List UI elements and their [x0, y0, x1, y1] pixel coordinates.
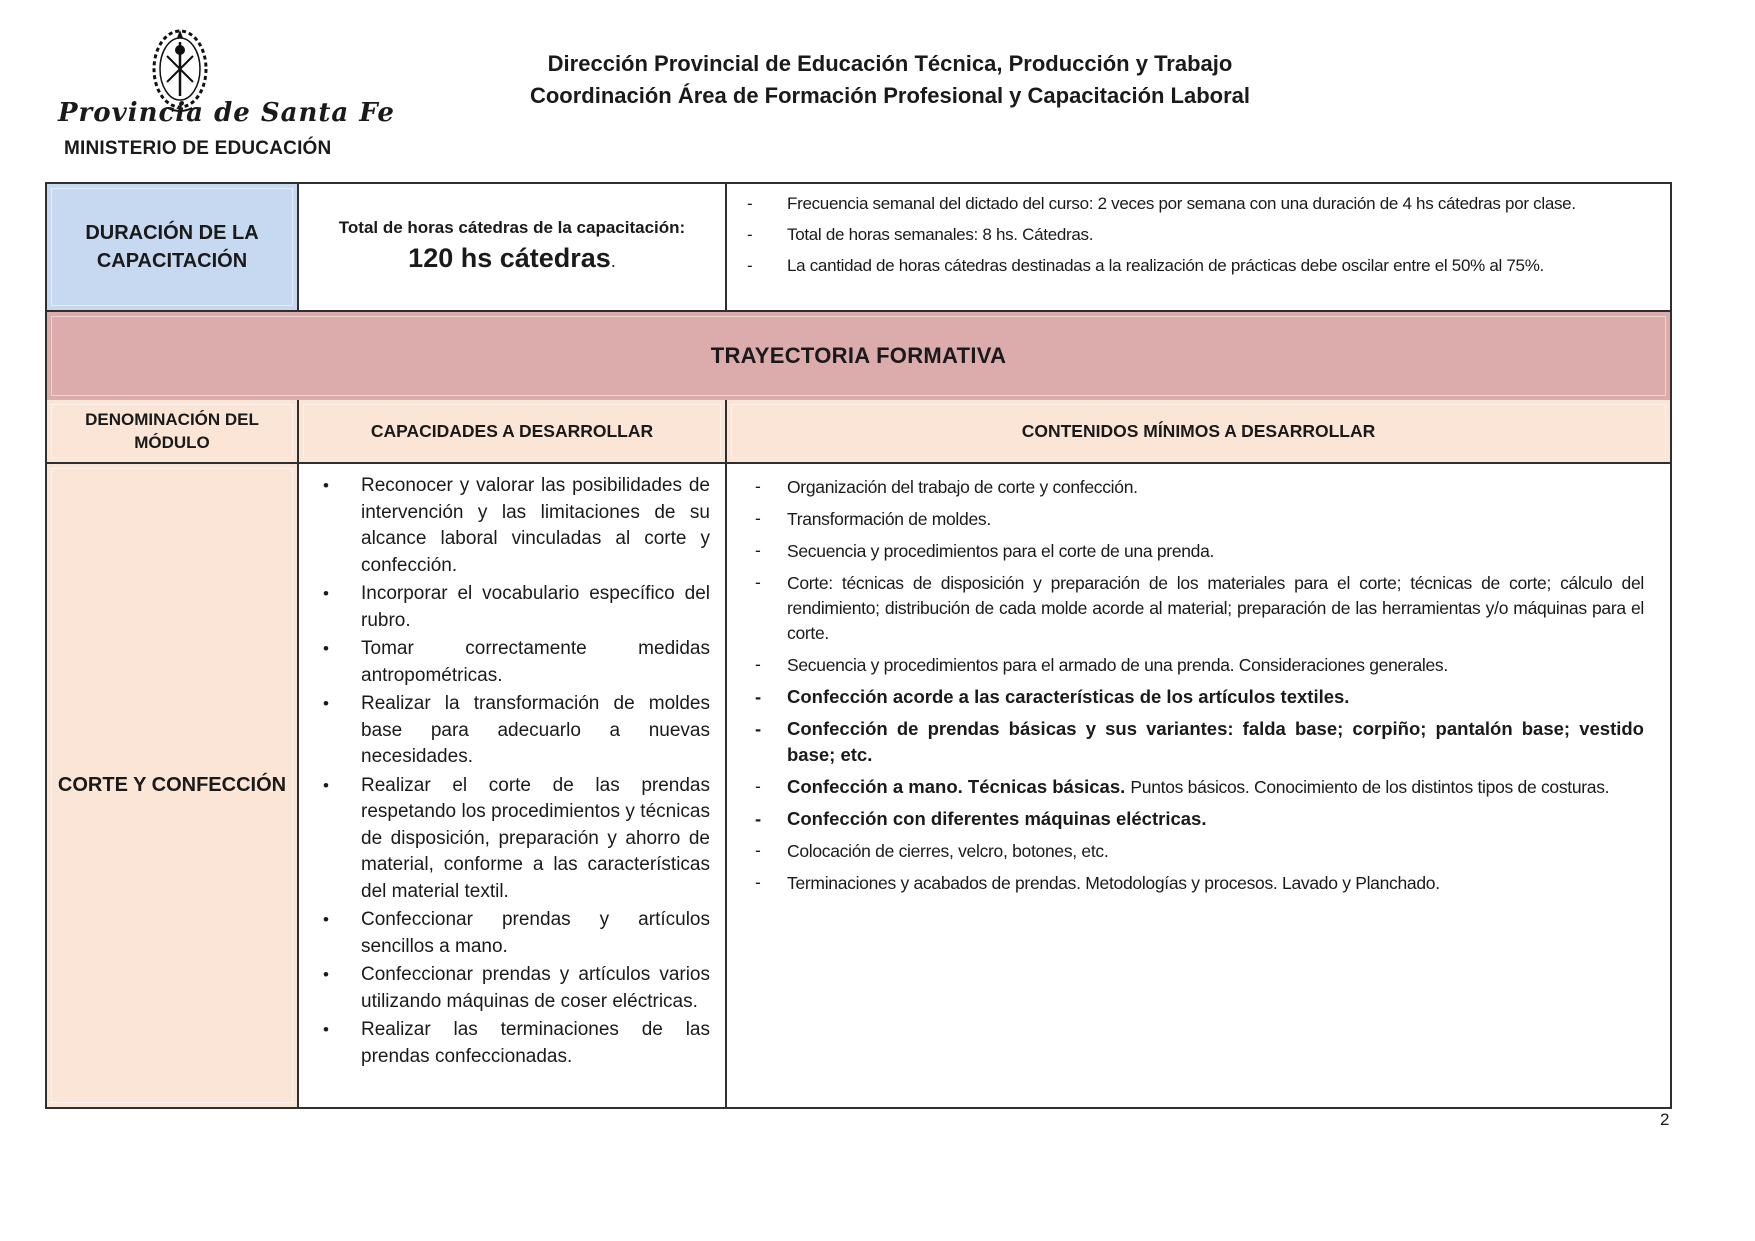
duration-note: - La cantidad de horas cátedras destinadas a la realización de prácticas debe oscilar entre el 50% al 75%. — [739, 254, 1652, 278]
round-bullet-icon: • — [323, 476, 329, 495]
contenido-item: - Secuencia y procedimientos para el armado de una prenda. Consideraciones generales. — [755, 654, 1448, 675]
contenido-item: - Organización del trabajo de corte y confección. — [755, 476, 1138, 497]
round-bullet-icon: • — [323, 694, 329, 713]
capacidad-item: • Tomar correctamente medidas antropométricas. — [323, 638, 710, 686]
total-hours-cell — [297, 184, 725, 310]
contenido-item: - Terminaciones y acabados de prendas. Metodologías y procesos. Lavado y Planchado. — [755, 872, 1440, 893]
dash-bullet-icon: - — [755, 686, 762, 707]
duration-label-cell: DURACIÓN DE LA CAPACITACIÓN — [47, 184, 297, 310]
round-bullet-icon: • — [323, 910, 329, 929]
contenido-item: - Transformación de moldes. — [755, 508, 991, 529]
ministry-title: MINISTERIO DE EDUCACIÓN — [64, 138, 332, 159]
round-bullet-icon: • — [323, 1020, 329, 1039]
capacidad-item: • Realizar la transformación de moldes base para adecuarlo a nuevas necesidades. — [323, 693, 710, 767]
contenido-item: - Confección de prendas básicas y sus variantes: falda base; corpiño; pantalón base; vestido base; etc. — [755, 718, 1644, 765]
total-hours-value: 120 hs cátedras. — [408, 242, 616, 273]
capacidad-item: • Realizar el corte de las prendas respetando los procedimientos y técnicas de disposición, preparación y ahorro de material, conforme a las características del material textil. — [323, 774, 710, 902]
contenido-item: - Colocación de cierres, velcro, botones, etc. — [755, 840, 1109, 861]
capacidad-item: • Confeccionar prendas y artículos sencillos a mano. — [323, 909, 710, 957]
section-banner: TRAYECTORIA FORMATIVA — [47, 310, 1670, 400]
dash-bullet-icon: - — [755, 840, 761, 860]
capacidad-item: • Realizar las terminaciones de las prendas confeccionadas. — [323, 1019, 710, 1067]
capacidad-item: • Confeccionar prendas y artículos varios utilizando máquinas de coser eléctricas. — [323, 964, 710, 1012]
contenido-item: - Confección a mano. Técnicas básicas. Puntos básicos. Conocimiento de los distintos tipos de costuras. — [755, 776, 1610, 797]
contenido-item: - Secuencia y procedimientos para el corte de una prenda. — [755, 540, 1215, 561]
header-contenidos: CONTENIDOS MÍNIMOS A DESARROLLAR — [725, 400, 1670, 462]
table-header-row — [47, 400, 1670, 462]
dash-bullet-icon: - — [755, 572, 761, 592]
dash-bullet-icon: - — [755, 476, 761, 496]
capacidades-cell — [297, 464, 725, 1107]
capacidad-item: • Reconocer y valorar las posibilidades de intervención y las limitaciones de su alcance laboral vinculadas al corte y confección. — [323, 475, 710, 576]
direccion-title: Dirección Provincial de Educación Técnica, Producción y Trabajo — [547, 51, 1233, 76]
dash-bullet-icon: - — [755, 654, 761, 674]
module-name-cell: CORTE Y CONFECCIÓN — [47, 464, 297, 1107]
duration-row — [47, 184, 1670, 310]
dash-bullet-icon: - — [755, 540, 761, 560]
round-bullet-icon: • — [323, 584, 329, 603]
contenidos-cell — [725, 464, 1670, 1107]
module-row — [47, 462, 1670, 1107]
total-hours-label: Total de horas cátedras de la capacitación: — [338, 217, 686, 237]
dash-bullet-icon: - — [755, 872, 761, 892]
round-bullet-icon: • — [323, 965, 329, 984]
dash-bullet-icon: - — [747, 256, 753, 275]
curriculum-table — [45, 182, 1672, 1109]
contenido-item: - Confección acorde a las características de los artículos textiles. — [741, 684, 1644, 710]
round-bullet-icon: • — [323, 775, 329, 795]
coordinacion-title: Coordinación Área de Formación Profesional y Capacitación Laboral — [529, 83, 1251, 108]
contenido-item: - Confección con diferentes máquinas eléctricas. — [741, 806, 1644, 832]
dash-bullet-icon: - — [755, 718, 762, 739]
duration-notes-cell — [725, 184, 1670, 310]
dash-bullet-icon: - — [755, 776, 761, 796]
contenido-item: - Corte: técnicas de disposición y preparación de los materiales para el corte; técnicas de corte; cálculo del rendimiento; distribución de cada molde acorde al material; preparación de las herramientas y/o máquinas para el corte. — [755, 572, 1644, 643]
page-number: 2 — [1660, 1110, 1670, 1129]
province-script-title: Provincia de Santa Fe — [58, 98, 395, 128]
letterhead-titles — [420, 48, 1360, 112]
duration-note: - Total de horas semanales: 8 hs. Cátedras. — [739, 223, 1652, 247]
capacidad-item: • Incorporar el vocabulario específico del rubro. — [323, 583, 710, 631]
dash-bullet-icon: - — [755, 508, 761, 528]
header-capacidades: CAPACIDADES A DESARROLLAR — [297, 400, 725, 462]
header-module: DENOMINACIÓN DEL MÓDULO — [47, 400, 297, 462]
duration-note: - Frecuencia semanal del dictado del curso: 2 veces por semana con una duración de 4 hs cátedras por clase. — [739, 192, 1652, 216]
dash-bullet-icon: - — [747, 225, 753, 244]
round-bullet-icon: • — [323, 639, 329, 658]
dash-bullet-icon: - — [747, 194, 753, 213]
dash-bullet-icon: - — [755, 808, 762, 829]
